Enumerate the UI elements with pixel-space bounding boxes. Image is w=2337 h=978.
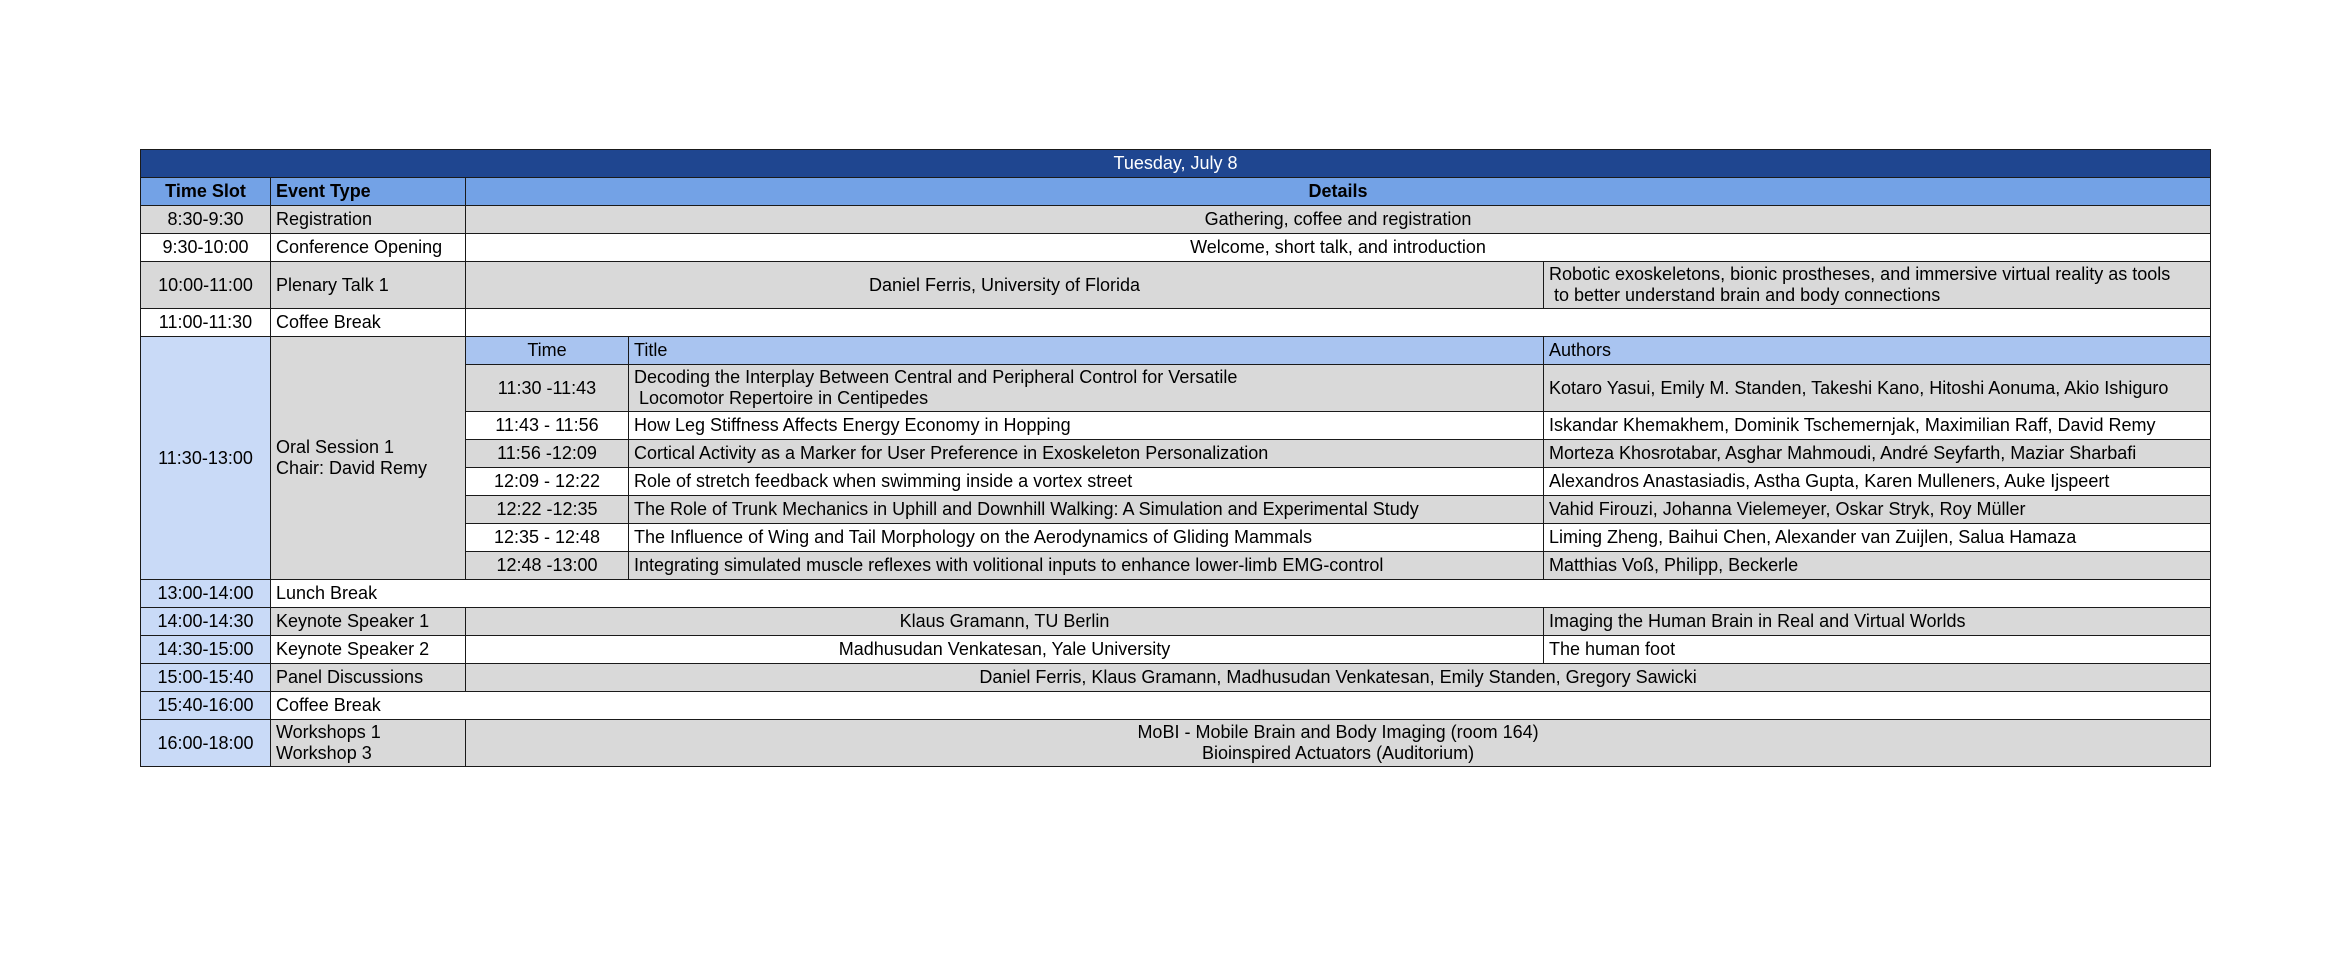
talk-title-line: Locomotor Repertoire in Centipedes — [634, 388, 929, 408]
table-row — [141, 664, 2211, 692]
talk-title-cell: Integrating simulated muscle reflexes with volitional inputs to enhance lower-limb EMG-control — [629, 552, 1544, 580]
time-slot-cell: 15:40-16:00 — [141, 692, 271, 720]
event-type-cell — [271, 337, 466, 580]
event-type-cell: Registration — [271, 206, 466, 234]
time-slot-cell: 9:30-10:00 — [141, 234, 271, 262]
talk-time-cell: 12:48 -13:00 — [466, 552, 629, 580]
time-slot-cell: 15:00-15:40 — [141, 664, 271, 692]
talk-title-cell — [1544, 262, 2211, 309]
talk-time-cell: 11:30 -11:43 — [466, 365, 629, 412]
table-row — [141, 234, 2211, 262]
time-slot-cell: 10:00-11:00 — [141, 262, 271, 309]
talk-time-cell: 12:09 - 12:22 — [466, 468, 629, 496]
talk-authors-cell: Liming Zheng, Baihui Chen, Alexander van Zuijlen, Salua Hamaza — [1544, 524, 2211, 552]
talk-authors-cell: Morteza Khosrotabar, Asghar Mahmoudi, André Seyfarth, Maziar Sharbafi — [1544, 440, 2211, 468]
talk-title-cell: Role of stretch feedback when swimming inside a vortex street — [629, 468, 1544, 496]
session-name: Oral Session 1 — [276, 437, 395, 457]
event-type-cell: Lunch Break — [271, 580, 2211, 608]
time-slot-cell: 16:00-18:00 — [141, 720, 271, 767]
talk-title-cell: How Leg Stiffness Affects Energy Economy in Hopping — [629, 412, 1544, 440]
event-type-cell: Plenary Talk 1 — [271, 262, 466, 309]
time-slot-cell: 11:30-13:00 — [141, 337, 271, 580]
subheader-authors: Authors — [1544, 337, 2211, 365]
table-row — [141, 206, 2211, 234]
subheader-title: Title — [629, 337, 1544, 365]
details-cell: Gathering, coffee and registration — [466, 206, 2211, 234]
talk-authors-cell: Matthias Voß, Philipp, Beckerle — [1544, 552, 2211, 580]
speaker-cell: Madhusudan Venkatesan, Yale University — [466, 636, 1544, 664]
talk-time-cell: 11:56 -12:09 — [466, 440, 629, 468]
talk-title-line: Decoding the Interplay Between Central and Peripheral Control for Versatile — [634, 367, 1238, 387]
day-title: Tuesday, July 8 — [141, 150, 2211, 178]
table-row — [141, 580, 2211, 608]
talk-authors-cell: Iskandar Khemakhem, Dominik Tschemernjak, Maximilian Raff, David Remy — [1544, 412, 2211, 440]
details-cell — [466, 720, 2211, 767]
session-chair: Chair: David Remy — [276, 458, 428, 478]
table-row — [141, 720, 2211, 767]
oral-subheader-row — [141, 337, 2211, 365]
event-type-cell: Coffee Break — [271, 309, 466, 337]
details-cell: Daniel Ferris, Klaus Gramann, Madhusudan Venkatesan, Emily Standen, Gregory Sawicki — [466, 664, 2211, 692]
event-type-cell — [271, 720, 466, 767]
table-title-row — [141, 150, 2211, 178]
time-slot-cell: 14:00-14:30 — [141, 608, 271, 636]
speaker-cell: Daniel Ferris, University of Florida — [466, 262, 1544, 309]
workshop-name: Workshops 1 — [276, 722, 381, 742]
speaker-cell: Klaus Gramann, TU Berlin — [466, 608, 1544, 636]
talk-title-line: to better understand brain and body connections — [1549, 285, 1941, 305]
time-slot-cell: 14:30-15:00 — [141, 636, 271, 664]
details-cell — [466, 309, 2211, 337]
table-row — [141, 692, 2211, 720]
workshop-name: Workshop 3 — [276, 743, 372, 763]
talk-title-cell: Cortical Activity as a Marker for User Preference in Exoskeleton Personalization — [629, 440, 1544, 468]
schedule-table — [140, 149, 2211, 767]
talk-time-cell: 11:43 - 11:56 — [466, 412, 629, 440]
header-details: Details — [466, 178, 2211, 206]
table-row — [141, 636, 2211, 664]
time-slot-cell: 13:00-14:00 — [141, 580, 271, 608]
talk-title-cell: The human foot — [1544, 636, 2211, 664]
header-time-slot: Time Slot — [141, 178, 271, 206]
talk-title-cell: Imaging the Human Brain in Real and Virtual Worlds — [1544, 608, 2211, 636]
talk-title-cell — [629, 365, 1544, 412]
table-row — [141, 309, 2211, 337]
event-type-cell: Keynote Speaker 1 — [271, 608, 466, 636]
talk-authors-cell: Vahid Firouzi, Johanna Vielemeyer, Oskar Stryk, Roy Müller — [1544, 496, 2211, 524]
table-row — [141, 608, 2211, 636]
talk-authors-cell: Kotaro Yasui, Emily M. Standen, Takeshi Kano, Hitoshi Aonuma, Akio Ishiguro — [1544, 365, 2211, 412]
talk-title-cell: The Influence of Wing and Tail Morphology on the Aerodynamics of Gliding Mammals — [629, 524, 1544, 552]
talk-time-cell: 12:22 -12:35 — [466, 496, 629, 524]
workshop-detail: Bioinspired Actuators (Auditorium) — [1201, 743, 1475, 763]
subheader-time: Time — [466, 337, 629, 365]
event-type-cell: Panel Discussions — [271, 664, 466, 692]
header-row — [141, 178, 2211, 206]
talk-time-cell: 12:35 - 12:48 — [466, 524, 629, 552]
details-cell: Welcome, short talk, and introduction — [466, 234, 2211, 262]
table-row — [141, 262, 2211, 309]
workshop-detail: MoBI - Mobile Brain and Body Imaging (room 164) — [1137, 722, 1539, 742]
talk-title-line: Robotic exoskeletons, bionic prostheses, and immersive virtual reality as tools — [1549, 264, 2171, 284]
event-type-cell: Coffee Break — [271, 692, 2211, 720]
time-slot-cell: 8:30-9:30 — [141, 206, 271, 234]
event-type-cell: Conference Opening — [271, 234, 466, 262]
header-event-type: Event Type — [271, 178, 466, 206]
event-type-cell: Keynote Speaker 2 — [271, 636, 466, 664]
time-slot-cell: 11:00-11:30 — [141, 309, 271, 337]
talk-title-cell: The Role of Trunk Mechanics in Uphill and Downhill Walking: A Simulation and Experimental Study — [629, 496, 1544, 524]
talk-authors-cell: Alexandros Anastasiadis, Astha Gupta, Karen Mulleners, Auke Ijspeert — [1544, 468, 2211, 496]
